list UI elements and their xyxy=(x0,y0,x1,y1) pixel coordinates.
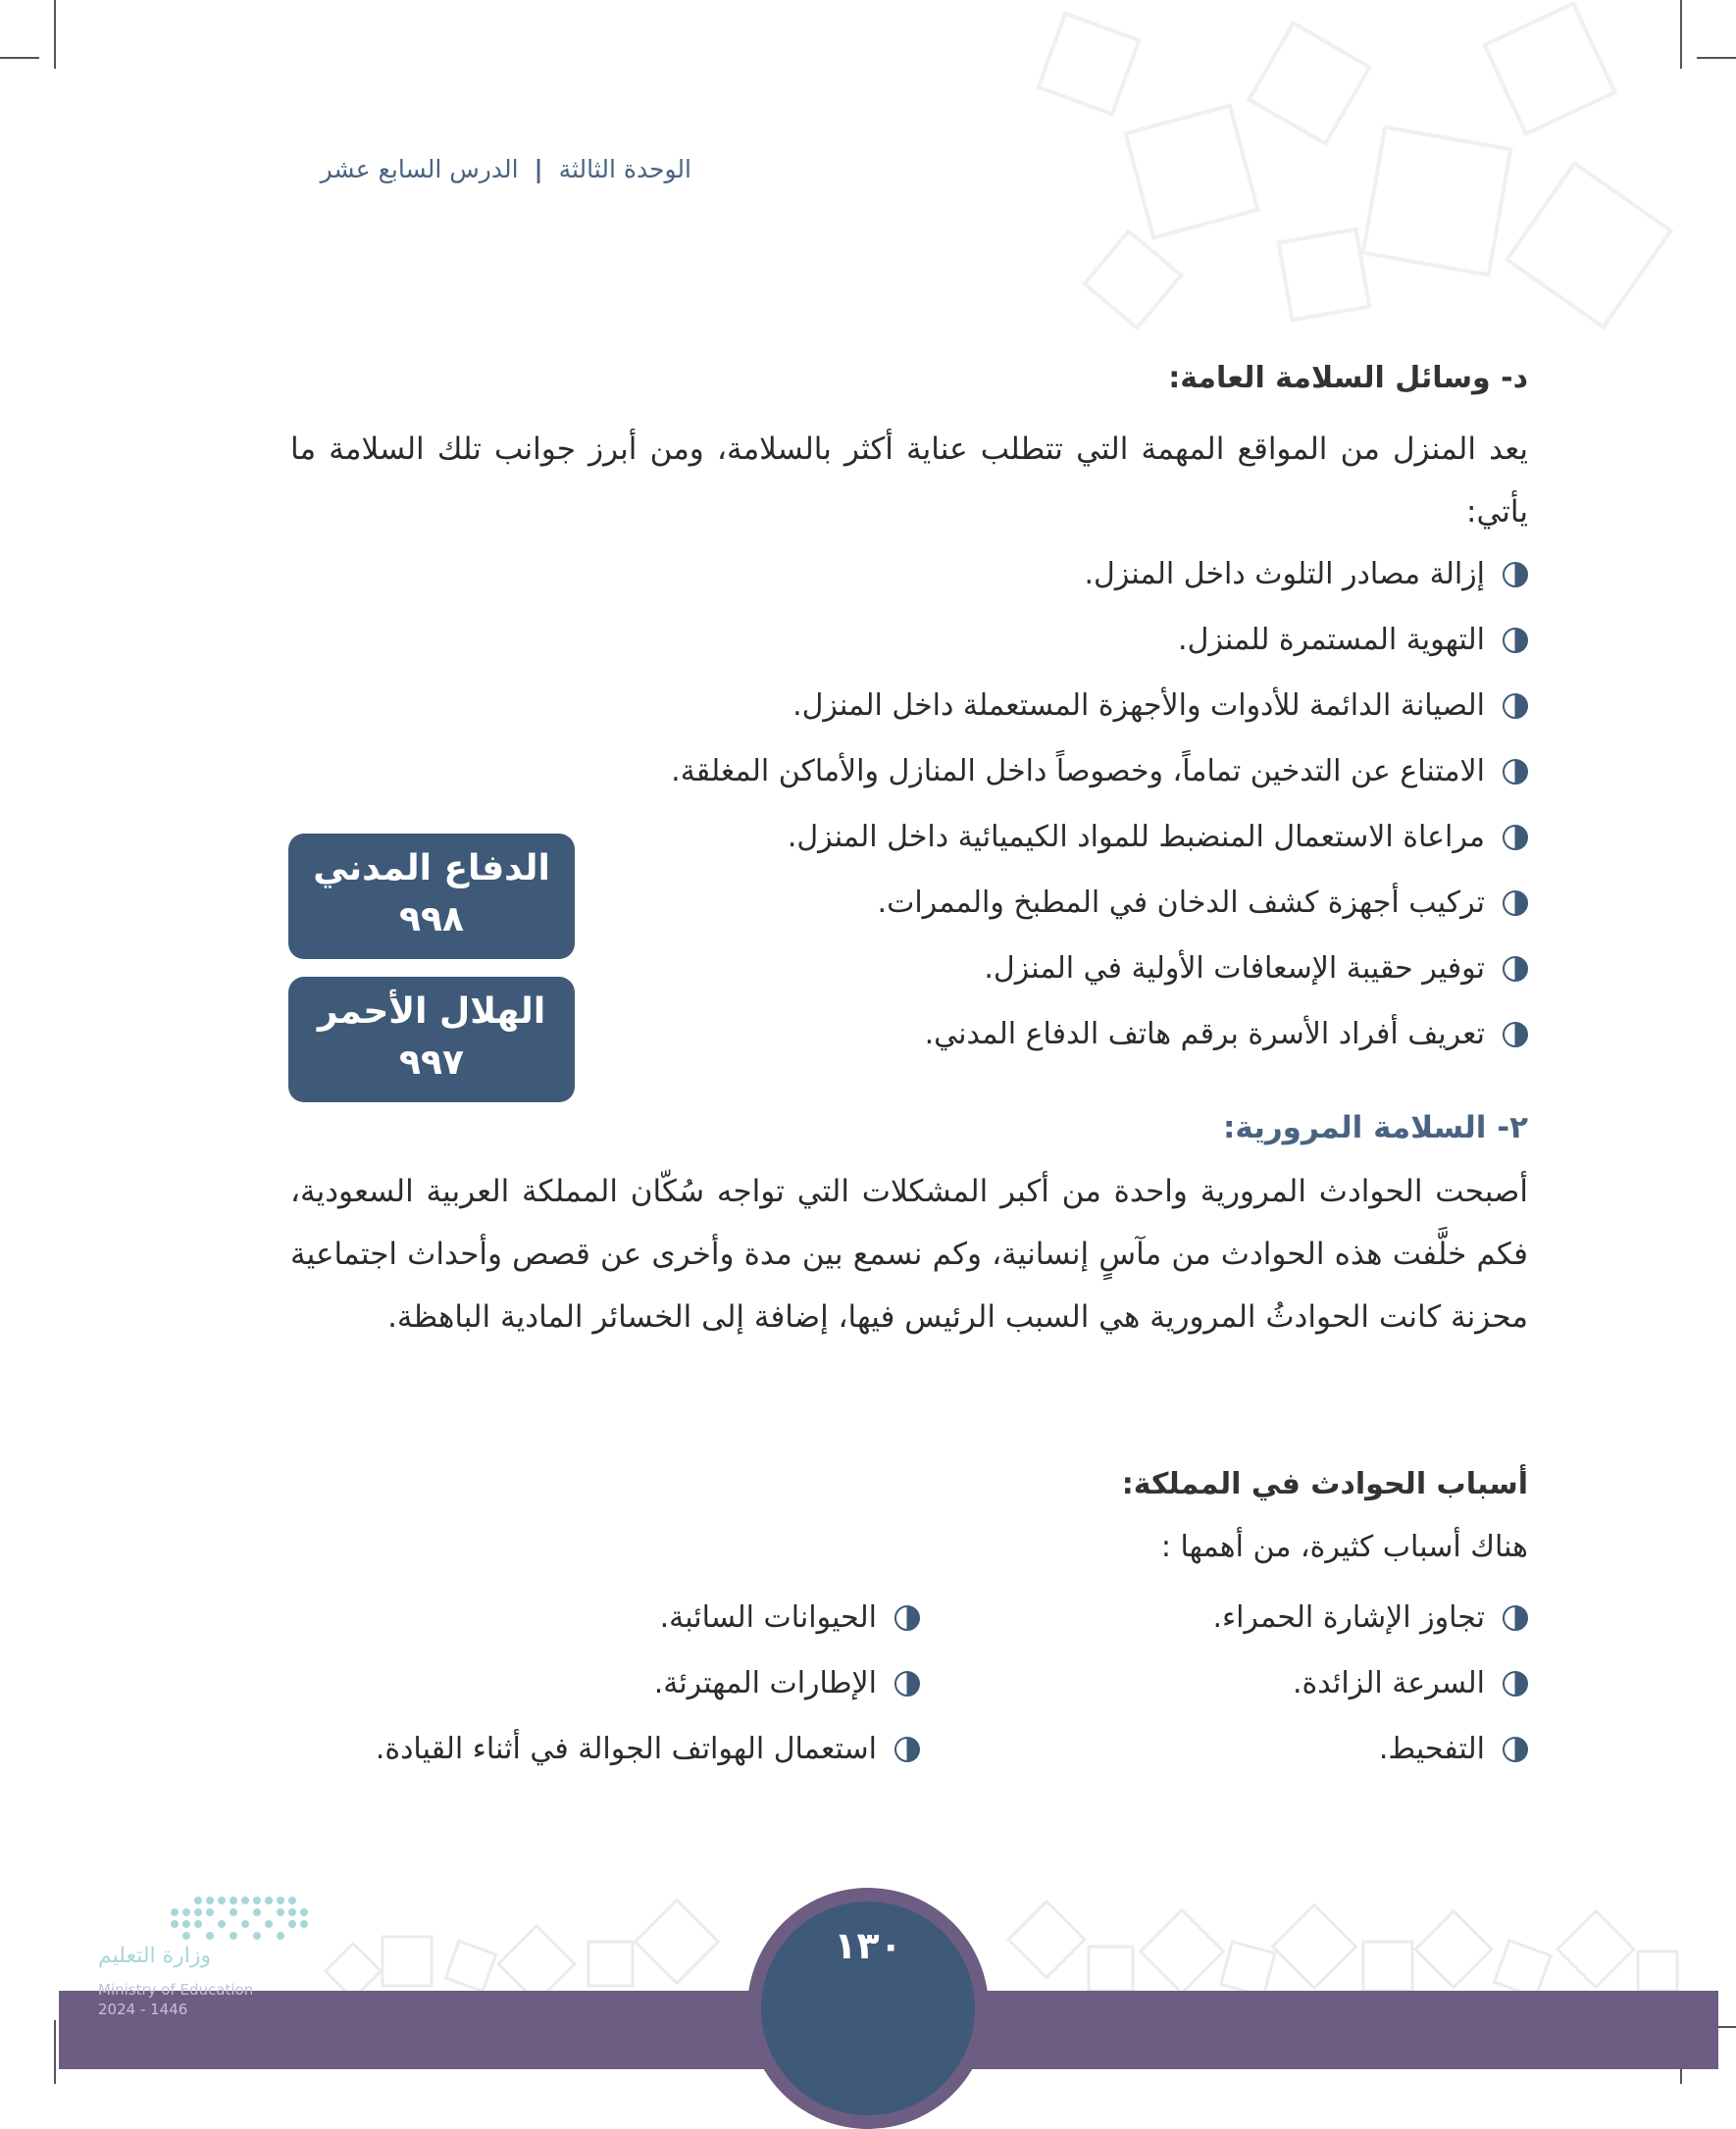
half-circle-bullet-icon xyxy=(894,1737,920,1762)
list-item: التهوية المستمرة للمنزل. xyxy=(290,607,1528,673)
half-circle-bullet-icon xyxy=(1503,956,1528,982)
red-crescent-name: الهلال الأحمر xyxy=(317,991,546,1032)
ministry-name-en: Ministry of Education xyxy=(98,1981,254,1999)
half-circle-bullet-icon xyxy=(1503,693,1528,719)
list-item: تجاوز الإشارة الحمراء. xyxy=(920,1585,1528,1650)
list-item: السرعة الزائدة. xyxy=(920,1650,1528,1716)
lesson-label: الدرس السابع عشر xyxy=(320,155,519,183)
section-public-safety xyxy=(290,361,1528,395)
crop-mark xyxy=(54,0,56,69)
causes-right-column xyxy=(920,1585,1528,1782)
civil-defense-box xyxy=(288,834,575,959)
half-circle-bullet-icon xyxy=(1503,1671,1528,1697)
civil-defense-number: ٩٩٨ xyxy=(399,899,464,939)
causes-section xyxy=(290,1467,1528,1501)
section-d-intro: يعد المنزل من المواقع المهمة التي تتطلب عناية أكثر بالسلامة، ومن أبرز جوانب تلك السلامة ما يأتي: xyxy=(290,431,1528,530)
half-circle-bullet-icon xyxy=(1503,759,1528,785)
list-item: توفير حقيبة الإسعافات الأولية في المنزل. xyxy=(290,936,1528,1001)
list-item: الإطارات المهترئة. xyxy=(312,1650,920,1716)
list-item: الامتناع عن التدخين تماماً، وخصوصاً داخل المنازل والأماكن المغلقة. xyxy=(290,738,1528,804)
causes-left-column xyxy=(312,1585,920,1782)
running-head xyxy=(321,155,691,183)
half-circle-bullet-icon xyxy=(894,1605,920,1631)
list-item: استعمال الهواتف الجوالة في أثناء القيادة. xyxy=(312,1716,920,1782)
half-circle-bullet-icon xyxy=(894,1671,920,1697)
list-item: التفحيط. xyxy=(920,1716,1528,1782)
section-2-paragraph: أصبحت الحوادث المرورية واحدة من أكبر المشكلات التي تواجه سُكّان المملكة العربية السعودية، فكم خلَّفت هذه الحوادث من مآسٍ إنسانية، وكم نسمع بين مدة وأخرى عن قصص وأحداث اجتماعية محزنة كانت الحوادثُ المرورية هي السبب الرئيس فيها، إضافة إلى الخسائر المادية الباهظة. xyxy=(290,1174,1528,1335)
half-circle-bullet-icon xyxy=(1503,562,1528,587)
causes-intro: هناك أسباب كثيرة، من أهمها : xyxy=(1160,1530,1528,1564)
list-item: مراعاة الاستعمال المنضبط للمواد الكيميائية داخل المنزل. xyxy=(290,804,1528,870)
list-item: الصيانة الدائمة للأدوات والأجهزة المستعملة داخل المنزل. xyxy=(290,673,1528,738)
half-circle-bullet-icon xyxy=(1503,1737,1528,1762)
crop-mark xyxy=(0,57,39,59)
half-circle-bullet-icon xyxy=(1503,1022,1528,1047)
page-number: ١٣٠ xyxy=(834,1924,902,1967)
unit-label: الوحدة الثالثة xyxy=(558,155,691,183)
half-circle-bullet-icon xyxy=(1503,628,1528,653)
causes-title: أسباب الحوادث في المملكة: xyxy=(1121,1467,1528,1501)
red-crescent-number: ٩٩٧ xyxy=(399,1042,464,1083)
edition-year: 2024 - 1446 xyxy=(98,2001,188,2018)
section-d-title: د- وسائل السلامة العامة: xyxy=(1168,361,1528,395)
half-circle-bullet-icon xyxy=(1503,890,1528,916)
list-item: الحيوانات السائبة. xyxy=(312,1585,920,1650)
section-2-title: ٢- السلامة المرورية: xyxy=(1223,1110,1528,1145)
section-traffic-safety xyxy=(290,1110,1528,1145)
crop-mark xyxy=(1697,57,1736,59)
crop-mark xyxy=(1680,0,1682,69)
half-circle-bullet-icon xyxy=(1503,825,1528,850)
red-crescent-box xyxy=(288,977,575,1102)
header-separator: | xyxy=(534,155,543,183)
crop-mark xyxy=(54,2020,56,2084)
causes-columns xyxy=(290,1585,1528,1782)
list-item: تعريف أفراد الأسرة برقم هاتف الدفاع المدني. xyxy=(290,1001,1528,1067)
half-circle-bullet-icon xyxy=(1503,1605,1528,1631)
civil-defense-name: الدفاع المدني xyxy=(313,848,550,888)
list-item: تركيب أجهزة كشف الدخان في المطبخ والممرات. xyxy=(290,870,1528,936)
list-item: إزالة مصادر التلوث داخل المنزل. xyxy=(290,541,1528,607)
ministry-name: وزارة التعليم xyxy=(98,1944,212,1968)
